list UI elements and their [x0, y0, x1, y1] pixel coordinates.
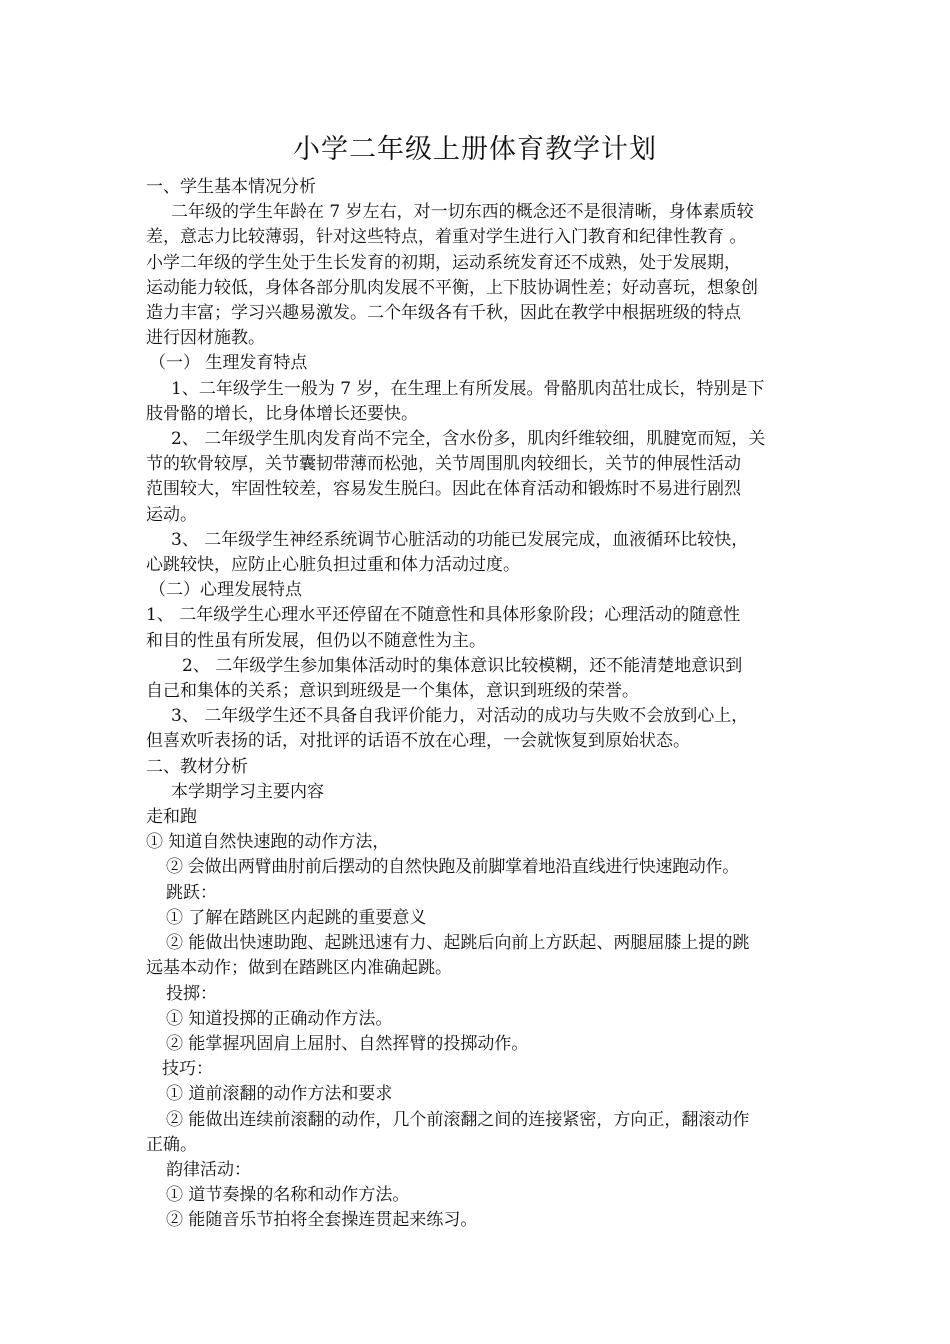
- list-item: ② 能做出快速助跑、起跳迅速有力、起跳后向前上方跃起、两腿屈膝上提的跳: [166, 933, 750, 954]
- paragraph-line: 差，意志力比较薄弱，针对这些特点，着重对学生进行入门教育和纪律性教育 。: [146, 227, 747, 248]
- subsection-heading: （一） 生理发育特点: [149, 353, 308, 374]
- section-heading: 一、学生基本情况分析: [146, 177, 316, 197]
- subsection-heading: 走和跑: [146, 807, 197, 828]
- paragraph-line: 但喜欢听表扬的话，对批评的话语不放在心理，一会就恢复到原始状态。: [146, 731, 690, 752]
- list-item: ② 能掌握巩固肩上屈肘、自然挥臂的投掷动作。: [166, 1033, 529, 1054]
- list-item: ① 知道投掷的正确动作方法。: [166, 1008, 393, 1029]
- document-title: 小学二年级上册体育教学计划: [293, 134, 657, 165]
- paragraph-line: 本学期学习主要内容: [171, 781, 324, 802]
- subsection-heading: 技巧：: [162, 1059, 213, 1080]
- list-item: ① 道前滚翻的动作方法和要求: [166, 1084, 393, 1105]
- document-body: [146, 175, 810, 1234]
- list-item: ② 会做出两臂曲肘前后摆动的自然快跑及前脚掌着地沿直线进行快速跑动作。: [166, 857, 739, 878]
- paragraph-line: 3、 二年级学生神经系统调节心脏活动的功能已发展完成，血液循环比较快，: [171, 529, 749, 550]
- list-item: ① 了解在踏跳区内起跳的重要意义: [166, 907, 427, 928]
- list-item: ① 知道自然快速跑的动作方法，: [146, 832, 390, 853]
- paragraph-line: 自己和集体的关系；意识到班级是一个集体，意识到班级的荣誉。: [146, 681, 639, 702]
- paragraph-line: 肢骨骼的增长，比身体增长还要快。: [146, 403, 418, 424]
- paragraph-line: 范围较大，牢固性较差，容易发生脱臼。因此在体育活动和锻炼时不易进行剧烈: [146, 479, 741, 500]
- subsection-heading: （二）心理发展特点: [149, 580, 302, 601]
- list-item: 远基本动作；做到在踏跳区内准确起跳。: [146, 958, 452, 979]
- paragraph-line: 节的软骨较厚，关节囊韧带薄而松弛，关节周围肌肉较细长，关节的伸展性活动: [146, 454, 741, 475]
- subsection-heading: 投掷：: [166, 983, 217, 1004]
- list-item: ② 能随音乐节拍将全套操连贯起来练习。: [166, 1210, 478, 1231]
- paragraph-line: 运动能力较低，身体各部分肌肉发展不平衡，上下肢协调性差；好动喜玩，想象创: [146, 277, 758, 298]
- paragraph-line: 2、 二年级学生参加集体活动时的集体意识比较模糊，还不能清楚地意识到: [182, 655, 743, 676]
- list-item: ② 能做出连续前滚翻的动作，几个前滚翻之间的连接紧密，方向正，翻滚动作: [166, 1109, 750, 1130]
- paragraph-line: 造力丰富；学习兴趣易激发。二个年级各有千秋，因此在教学中根据班级的特点: [146, 303, 741, 324]
- paragraph-line: 进行因材施教。: [146, 328, 265, 349]
- list-item: ① 道节奏操的名称和动作方法。: [166, 1185, 410, 1206]
- subsection-heading: 韵律活动：: [166, 1159, 251, 1180]
- paragraph-line: 3、 二年级学生还不具备自我评价能力，对活动的成功与失败不会放到心上，: [171, 706, 749, 727]
- list-item: 正确。: [146, 1134, 197, 1155]
- paragraph-line: 二年级的学生年龄在 7 岁左右，对一切东西的概念还不是很清晰，身体素质较: [171, 202, 754, 223]
- paragraph-line: 心跳较快，应防止心脏负担过重和体力活动过度。: [146, 555, 520, 576]
- subsection-heading: 跳跃：: [166, 882, 217, 903]
- paragraph-line: 小学二年级的学生处于生长发育的初期，运动系统发育还不成熟，处于发展期，: [146, 252, 741, 273]
- section-heading: 二、教材分析: [146, 756, 248, 777]
- paragraph-line: 1、二年级学生一般为 7 岁，在生理上有所发展。骨骼肌肉茁壮成长，特别是下: [171, 378, 765, 399]
- paragraph-line: 运动。: [146, 504, 197, 525]
- paragraph-line: 和目的性虽有所发展，但仍以不随意性为主。: [146, 630, 486, 651]
- paragraph-line: 1、 二年级学生心理水平还停留在不随意性和具体形象阶段；心理活动的随意性: [146, 605, 741, 626]
- paragraph-line: 2、 二年级学生肌肉发育尚不完全，含水份多，肌肉纤维较细，肌腱宽而短，关: [171, 429, 766, 450]
